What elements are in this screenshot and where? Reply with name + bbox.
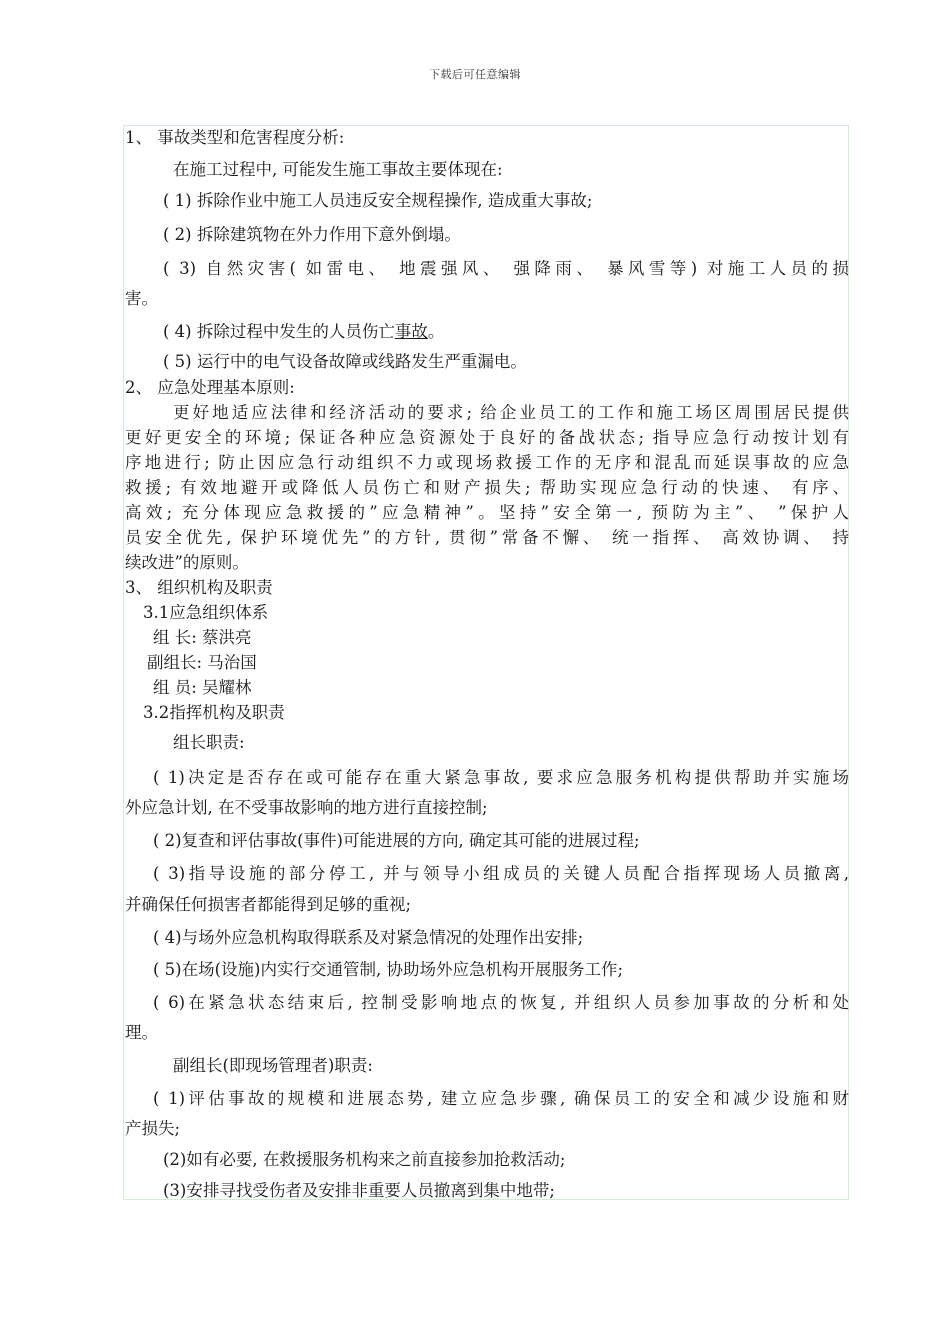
team-member: 组 员: 吴耀林 xyxy=(153,678,252,697)
vice-duty-title: 副组长(即现场管理者)职责: xyxy=(173,1056,373,1075)
section-3-1-title: 3.1应急组织体系 xyxy=(143,603,269,622)
leader-duty-1: ( 1)决定是否存在或可能存在重大紧急事故, 要求应急服务机构提供帮助并实施场 xyxy=(153,768,849,787)
leader-duty-2: ( 2)复查和评估事故(事件)可能进展的方向, 确定其可能的进展过程; xyxy=(153,831,640,850)
section-2-para-line-7: 续改进”的原则。 xyxy=(125,553,249,572)
section-2-para-line-4: 救援; 有效地避开或降低人员伤亡和财产损失; 帮助实现应急行动的快速、 有序、 xyxy=(125,478,849,497)
section-2-para-line-2: 更好更安全的环境; 保证各种应急资源处于良好的备战状态; 指导应急行动按计划有 xyxy=(125,428,849,447)
section-2-para-line-6: 员安全优先, 保护环境优先”的方针, 贯彻”常备不懈、 统一指挥、 高效协调、 持 xyxy=(125,528,849,547)
team-leader: 组 长: 蔡洪亮 xyxy=(153,628,252,647)
leader-duty-4: ( 4)与场外应急机构取得联系及对紧急情况的处理作出安排; xyxy=(153,928,584,947)
leader-duty-6: ( 6)在紧急状态结束后, 控制受影响地点的恢复, 并组织人员参加事故的分析和处 xyxy=(153,993,849,1012)
section-1-item-4 xyxy=(163,319,444,344)
page-header: 下载后可任意编辑 xyxy=(429,68,521,81)
section-1-item-3-cont: 害。 xyxy=(125,289,158,308)
section-2-para-line-1: 更好地适应法律和经济活动的要求; 给企业员工的工作和施工场区周围居民提供 xyxy=(173,403,849,422)
section-1-title: 1、 事故类型和危害程度分析: xyxy=(125,128,345,147)
leader-duty-5: ( 5)在场(设施)内实行交通管制, 协助场外应急机构开展服务工作; xyxy=(153,960,624,979)
vice-duty-3: (3)安排寻找受伤者及安排非重要人员撤离到集中地带; xyxy=(163,1181,555,1200)
leader-duty-title: 组长职责: xyxy=(173,733,245,752)
team-vice-leader: 副组长: 马治国 xyxy=(147,653,257,672)
vice-duty-1: ( 1)评估事故的规模和进展态势, 建立应急步骤, 确保员工的安全和减少设施和财 xyxy=(153,1089,849,1108)
section-1-item-1: ( 1) 拆除作业中施工人员违反安全规程操作, 造成重大事故; xyxy=(163,191,593,210)
section-2-para-line-3: 序地进行; 防止因应急行动组织不力或现场救援工作的无序和混乱而延误事故的应急 xyxy=(125,453,849,472)
leader-duty-3: ( 3)指导设施的部分停工, 并与领导小组成员的关键人员配合指挥现场人员撤离, xyxy=(153,864,849,883)
leader-duty-6-cont: 理。 xyxy=(125,1023,158,1042)
vice-duty-2: (2)如有必要, 在救援服务机构来之前直接参加抢救活动; xyxy=(163,1150,566,1169)
section-2-para-line-5: 高效; 充分体现应急救援的”应急精神”。坚持”安全第一, 预防为主”、 ”保护人 xyxy=(125,503,849,522)
section-1-intro: 在施工过程中, 可能发生施工事故主要体现在: xyxy=(173,160,503,179)
section-1-item-2: ( 2) 拆除建筑物在外力作用下意外倒塌。 xyxy=(163,225,461,244)
section-1-item-5: ( 5) 运行中的电气设备故障或线路发生严重漏电。 xyxy=(163,352,527,371)
leader-duty-1-cont: 外应急计划, 在不受事故影响的地方进行直接控制; xyxy=(125,798,488,817)
item-4-text: ( 4) 拆除过程中发生的人员伤亡 xyxy=(163,322,395,341)
section-2-title: 2、 应急处理基本原则: xyxy=(125,378,295,397)
item-4-end: 。 xyxy=(427,322,445,341)
section-3-2-title: 3.2指挥机构及职责 xyxy=(143,703,285,722)
vice-duty-1-cont: 产损失; xyxy=(125,1119,181,1138)
section-3-title: 3、 组织机构及职责 xyxy=(125,578,273,597)
leader-duty-3-cont: 并确保任何损害者都能得到足够的重视; xyxy=(125,895,412,914)
item-4-underlined: 事故 xyxy=(394,322,428,341)
section-1-item-3: ( 3) 自然灾害( 如雷电、 地震强风、 强降雨、 暴风雪等) 对施工人员的损 xyxy=(163,259,849,278)
